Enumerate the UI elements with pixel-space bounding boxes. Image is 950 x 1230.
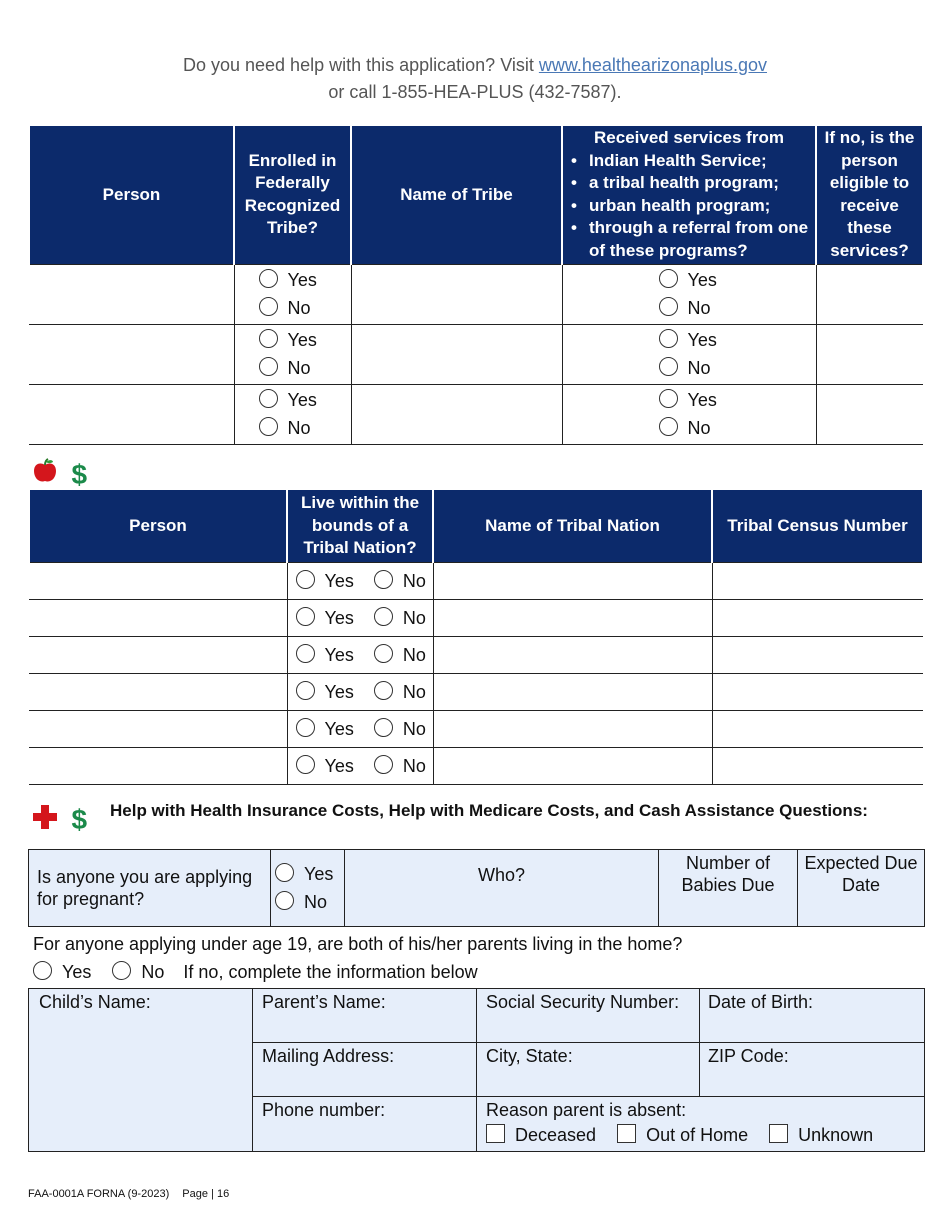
yes-label: Yes	[687, 330, 717, 350]
person-cell[interactable]	[29, 710, 287, 747]
tribe-name-cell[interactable]	[351, 264, 562, 324]
help-line-1: Do you need help with this application? Visit	[182, 55, 539, 75]
enrolled-yes-radio[interactable]	[259, 389, 278, 408]
live-yes-radio[interactable]	[296, 755, 315, 774]
census-cell[interactable]	[712, 562, 923, 599]
mailing-address-field[interactable]: Mailing Address:	[253, 1043, 477, 1097]
no-label: No	[402, 607, 426, 628]
nation-name-cell[interactable]	[433, 562, 712, 599]
apple-icon	[33, 458, 57, 482]
pregnant-yes-radio[interactable]	[275, 863, 294, 882]
nation-row	[29, 673, 923, 710]
under19-note: If no, complete the information below	[183, 962, 478, 982]
live-yes-radio[interactable]	[296, 681, 315, 700]
live-yes-radio[interactable]	[296, 718, 315, 737]
pregnant-question: Is anyone you are applying for pregnant?	[29, 850, 271, 927]
tribal-nation-table	[28, 490, 924, 785]
help-text	[0, 52, 950, 106]
services-no-radio[interactable]	[659, 417, 678, 436]
dollar-icon: $	[71, 459, 88, 490]
nation-name-cell[interactable]	[433, 599, 712, 636]
services-no-radio[interactable]	[659, 297, 678, 316]
child-name-field[interactable]: Child’s Name:	[29, 989, 253, 1152]
enrolled-no-radio[interactable]	[259, 357, 278, 376]
enrolled-no-radio[interactable]	[259, 297, 278, 316]
person-cell[interactable]	[29, 264, 234, 324]
census-cell[interactable]	[712, 747, 923, 784]
tribe-row	[29, 324, 923, 384]
page-number: Page | 16	[182, 1188, 230, 1200]
services-item: • Indian Health Service;	[567, 150, 811, 173]
yes-label: Yes	[287, 330, 317, 350]
services-no-radio[interactable]	[659, 357, 678, 376]
nation-header-name: Name of Tribal Nation	[433, 490, 712, 562]
zip-field[interactable]: ZIP Code:	[700, 1043, 925, 1097]
nation-header-census: Tribal Census Number	[712, 490, 923, 562]
no-label: No	[687, 298, 711, 318]
person-cell[interactable]	[29, 599, 287, 636]
no-label: No	[687, 358, 711, 378]
enrolled-yes-radio[interactable]	[259, 329, 278, 348]
yes-label: Yes	[324, 755, 354, 776]
eligible-cell[interactable]	[816, 324, 923, 384]
tribe-row	[29, 384, 923, 444]
under19-section	[33, 930, 682, 986]
tribe-header-services	[562, 126, 816, 264]
services-list	[567, 150, 811, 263]
eligible-cell[interactable]	[816, 384, 923, 444]
no-label: No	[402, 755, 426, 776]
deceased-label: Deceased	[515, 1125, 597, 1145]
help-line-2: or call 1-855-HEA-PLUS (432-7587).	[328, 82, 622, 102]
nation-row	[29, 599, 923, 636]
nation-name-cell[interactable]	[433, 747, 712, 784]
phone-field[interactable]: Phone number:	[253, 1097, 477, 1152]
person-cell[interactable]	[29, 747, 287, 784]
tribe-name-cell[interactable]	[351, 384, 562, 444]
eligible-cell[interactable]	[816, 264, 923, 324]
help-website-link[interactable]: www.healthearizonaplus.gov	[538, 55, 768, 75]
nation-name-cell[interactable]	[433, 710, 712, 747]
person-cell[interactable]	[29, 324, 234, 384]
live-no-radio[interactable]	[374, 607, 393, 626]
nation-row	[29, 710, 923, 747]
under19-yes-radio[interactable]	[33, 961, 52, 980]
due-date-field[interactable]: Expected Due Date	[798, 850, 925, 927]
tribe-header-name: Name of Tribe	[351, 126, 562, 264]
live-yes-radio[interactable]	[296, 570, 315, 589]
person-cell[interactable]	[29, 384, 234, 444]
under19-no-radio[interactable]	[112, 961, 131, 980]
yes-label: Yes	[287, 270, 317, 290]
who-field[interactable]: Who?	[345, 850, 659, 927]
live-no-radio[interactable]	[374, 570, 393, 589]
parent-table	[28, 988, 925, 1152]
nation-name-cell[interactable]	[433, 636, 712, 673]
nation-name-cell[interactable]	[433, 673, 712, 710]
nation-header-live: Live within the bounds of a Tribal Nation?	[287, 490, 433, 562]
footer	[28, 1188, 229, 1200]
yes-label: Yes	[687, 270, 717, 290]
nation-row	[29, 747, 923, 784]
tribe-table	[28, 126, 924, 445]
person-cell[interactable]	[29, 673, 287, 710]
services-yes-radio[interactable]	[659, 389, 678, 408]
out-of-home-label: Out of Home	[646, 1125, 749, 1145]
red-cross-icon	[33, 805, 57, 829]
tribe-header-enrolled: Enrolled in Federally Recognized Tribe?	[234, 126, 351, 264]
services-item: • urban health program;	[567, 195, 811, 218]
services-item: • a tribal health program;	[567, 172, 811, 195]
census-cell[interactable]	[712, 599, 923, 636]
yes-label: Yes	[324, 607, 354, 628]
yes-label: Yes	[687, 390, 717, 410]
pregnancy-table	[28, 849, 925, 927]
dollar-icon: $	[71, 804, 88, 835]
dob-field[interactable]: Date of Birth:	[700, 989, 925, 1043]
pregnant-no-radio[interactable]	[275, 891, 294, 910]
nation-header-person: Person	[29, 490, 287, 562]
services-yes-radio[interactable]	[659, 269, 678, 288]
services-title: Received services from	[594, 128, 784, 148]
program-icons	[33, 458, 87, 489]
live-yes-radio[interactable]	[296, 607, 315, 626]
yes-label: Yes	[324, 644, 354, 665]
yes-label: Yes	[324, 718, 354, 739]
no-label: No	[402, 718, 426, 739]
yes-label: Yes	[324, 681, 354, 702]
live-yes-radio[interactable]	[296, 644, 315, 663]
live-no-radio[interactable]	[374, 681, 393, 700]
health-icons	[33, 805, 87, 834]
city-state-field[interactable]: City, State:	[477, 1043, 700, 1097]
unknown-label: Unknown	[798, 1125, 874, 1145]
tribe-header-eligible: If no, is the person eligible to receive these services?	[816, 126, 923, 264]
out-of-home-checkbox[interactable]	[617, 1124, 636, 1143]
services-item: • through a referral from one of these programs?	[567, 217, 811, 262]
yes-label: Yes	[62, 962, 92, 982]
no-label: No	[402, 570, 426, 591]
census-cell[interactable]	[712, 636, 923, 673]
census-cell[interactable]	[712, 673, 923, 710]
live-no-radio[interactable]	[374, 644, 393, 663]
no-label: No	[141, 962, 165, 982]
services-yes-radio[interactable]	[659, 329, 678, 348]
no-label: No	[402, 681, 426, 702]
parent-name-field[interactable]: Parent’s Name:	[253, 989, 477, 1043]
yes-label: Yes	[324, 570, 354, 591]
nation-row	[29, 562, 923, 599]
no-label: No	[287, 418, 311, 438]
ssn-field[interactable]: Social Security Number:	[477, 989, 700, 1043]
person-cell[interactable]	[29, 562, 287, 599]
reason-label: Reason parent is absent:	[486, 1100, 687, 1120]
under19-question: For anyone applying under age 19, are both of his/her parents living in the home?	[33, 934, 683, 954]
no-label: No	[687, 418, 711, 438]
live-no-radio[interactable]	[374, 718, 393, 737]
deceased-checkbox[interactable]	[486, 1124, 505, 1143]
census-cell[interactable]	[712, 710, 923, 747]
live-no-radio[interactable]	[374, 755, 393, 774]
health-section-title: Help with Health Insurance Costs, Help with Medicare Costs, and Cash Assistance Questions:	[110, 801, 868, 820]
no-label: No	[402, 644, 426, 665]
enrolled-yes-radio[interactable]	[259, 269, 278, 288]
nation-row	[29, 636, 923, 673]
yes-label: Yes	[287, 390, 317, 410]
tribe-header-person: Person	[29, 126, 234, 264]
no-label: No	[287, 298, 311, 318]
no-label: No	[304, 892, 328, 912]
tribe-row	[29, 264, 923, 324]
no-label: No	[287, 358, 311, 378]
form-id: FAA-0001A FORNA (9-2023)	[28, 1188, 170, 1200]
babies-due-field[interactable]: Number of Babies Due	[659, 850, 798, 927]
person-cell[interactable]	[29, 636, 287, 673]
enrolled-no-radio[interactable]	[259, 417, 278, 436]
tribe-name-cell[interactable]	[351, 324, 562, 384]
unknown-checkbox[interactable]	[769, 1124, 788, 1143]
yes-label: Yes	[304, 864, 334, 884]
